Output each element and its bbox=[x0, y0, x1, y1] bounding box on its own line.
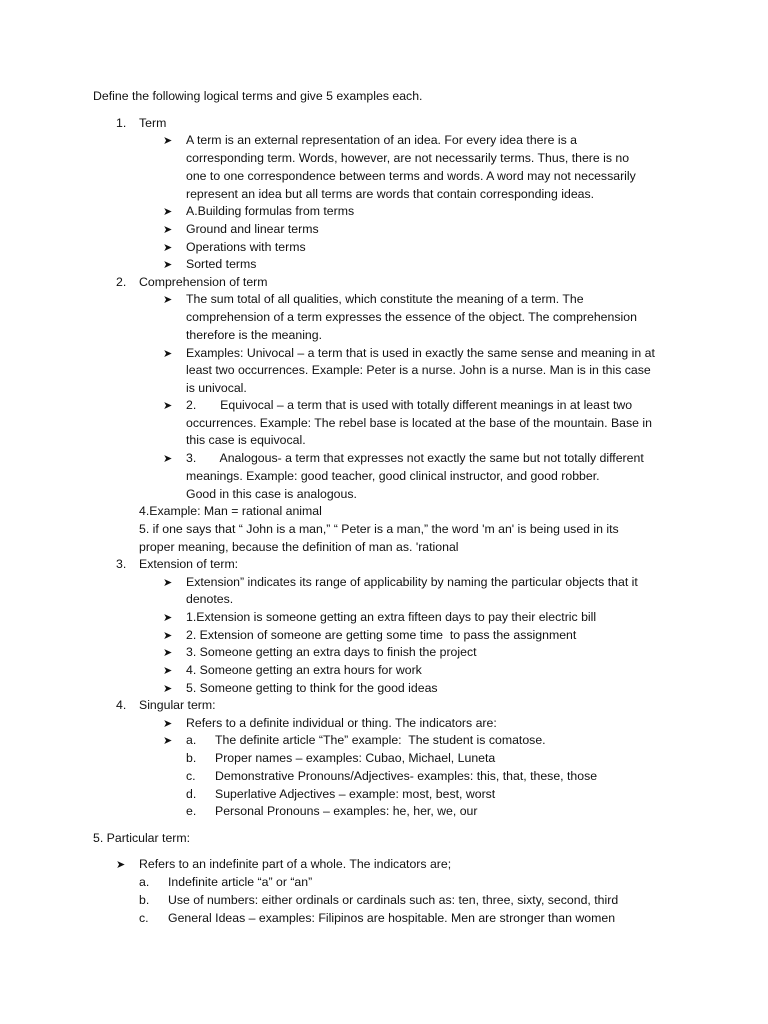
indicator-letter: d. bbox=[186, 787, 197, 801]
comprehension-definition-line: therefore is the meaning. bbox=[186, 328, 323, 342]
comprehension-definition-line: The sum total of all qualities, which constitute the meaning of a term. The bbox=[186, 292, 584, 306]
arrow-bullet-icon: ➤ bbox=[163, 205, 173, 218]
example-5-line: proper meaning, because the definition of man as. 'rational bbox=[139, 540, 459, 554]
term-definition-line: represent an idea but all terms are words that contain corresponding ideas. bbox=[186, 187, 595, 201]
univocal-line: least two occurrences. Example: Peter is a nurse. John is a nurse. Man is in this case bbox=[186, 363, 651, 377]
equivocal-line: this case is equivocal. bbox=[186, 433, 306, 447]
arrow-bullet-icon: ➤ bbox=[163, 347, 173, 360]
section-4-number: 4. bbox=[116, 698, 127, 712]
section-4-title: Singular term: bbox=[139, 698, 216, 712]
section-3-number: 3. bbox=[116, 557, 127, 571]
arrow-bullet-icon: ➤ bbox=[163, 646, 173, 659]
equivocal-line: 2. Equivocal – a term that is used with totally different meanings in at least two bbox=[186, 398, 633, 412]
arrow-bullet-icon: ➤ bbox=[163, 134, 173, 147]
extension-example: 4. Someone getting an extra hours for work bbox=[186, 663, 422, 677]
extension-definition-line: Extension” indicates its range of applicability by naming the particular objects that it bbox=[186, 575, 638, 589]
page-heading: Define the following logical terms and give 5 examples each. bbox=[93, 89, 423, 103]
particular-definition: Refers to an indefinite part of a whole. The indicators are; bbox=[139, 857, 452, 871]
arrow-bullet-icon: ➤ bbox=[116, 858, 126, 871]
indicator-text: Proper names – examples: Cubao, Michael, Luneta bbox=[215, 751, 496, 765]
singular-definition: Refers to a definite individual or thing. The indicators are: bbox=[186, 716, 497, 730]
term-definition-line: corresponding term. Words, however, are not necessarily terms. Thus, there is no bbox=[186, 151, 630, 165]
arrow-bullet-icon: ➤ bbox=[163, 611, 173, 624]
indicator-text: The definite article “The” example: The student is comatose. bbox=[215, 733, 546, 747]
term-definition-line: one to one correspondence between terms and words. A word may not necessarily bbox=[186, 169, 636, 183]
term-definition-line: A term is an external representation of an idea. For every idea there is a bbox=[186, 133, 577, 147]
term-example: A.Building formulas from terms bbox=[186, 204, 355, 218]
indicator-letter: a. bbox=[186, 733, 197, 747]
arrow-bullet-icon: ➤ bbox=[163, 717, 173, 730]
indicator-text: Use of numbers: either ordinals or cardinals such as: ten, three, sixty, second, third bbox=[168, 893, 619, 907]
arrow-bullet-icon: ➤ bbox=[163, 258, 173, 271]
term-example: Operations with terms bbox=[186, 240, 306, 254]
extension-example: 5. Someone getting to think for the good ideas bbox=[186, 681, 438, 695]
indicator-letter: e. bbox=[186, 804, 197, 818]
equivocal-line: occurrences. Example: The rebel base is located at the base of the mountain. Base in bbox=[186, 416, 652, 430]
term-example: Sorted terms bbox=[186, 257, 257, 271]
section-2-number: 2. bbox=[116, 275, 127, 289]
section-5-title: 5. Particular term: bbox=[93, 831, 191, 845]
extension-example: 1.Extension is someone getting an extra fifteen days to pay their electric bill bbox=[186, 610, 597, 624]
univocal-line: is univocal. bbox=[186, 381, 247, 395]
arrow-bullet-icon: ➤ bbox=[163, 223, 173, 236]
arrow-bullet-icon: ➤ bbox=[163, 452, 173, 465]
arrow-bullet-icon: ➤ bbox=[163, 293, 173, 306]
extension-example: 2. Extension of someone are getting some time to pass the assignment bbox=[186, 628, 577, 642]
indicator-text: Demonstrative Pronouns/Adjectives- examples: this, that, these, those bbox=[215, 769, 598, 783]
example-4: 4.Example: Man = rational animal bbox=[139, 504, 322, 518]
indicator-text: Indefinite article “a” or “an” bbox=[168, 875, 313, 889]
indicator-text: General Ideas – examples: Filipinos are hospitable. Men are stronger than women bbox=[168, 911, 616, 925]
indicator-text: Personal Pronouns – examples: he, her, we, our bbox=[215, 804, 478, 818]
arrow-bullet-icon: ➤ bbox=[163, 576, 173, 589]
section-1-number: 1. bbox=[116, 116, 127, 130]
section-1-title: Term bbox=[139, 116, 167, 130]
arrow-bullet-icon: ➤ bbox=[163, 241, 173, 254]
arrow-bullet-icon: ➤ bbox=[163, 629, 173, 642]
arrow-bullet-icon: ➤ bbox=[163, 682, 173, 695]
arrow-bullet-icon: ➤ bbox=[163, 664, 173, 677]
analogous-line: Good in this case is analogous. bbox=[186, 487, 357, 501]
analogous-line: meanings. Example: good teacher, good clinical instructor, and good robber. bbox=[186, 469, 600, 483]
indicator-text: Superlative Adjectives – example: most, best, worst bbox=[215, 787, 496, 801]
analogous-line: 3. Analogous- a term that expresses not exactly the same but not totally different bbox=[186, 451, 644, 465]
section-3-title: Extension of term: bbox=[139, 557, 239, 571]
section-2-title: Comprehension of term bbox=[139, 275, 268, 289]
example-5-line: 5. if one says that “ John is a man,” “ Peter is a man,” the word 'm an' is being used in its bbox=[139, 522, 619, 536]
comprehension-definition-line: comprehension of a term expresses the essence of the object. The comprehension bbox=[186, 310, 637, 324]
arrow-bullet-icon: ➤ bbox=[163, 734, 173, 747]
extension-example: 3. Someone getting an extra days to finish the project bbox=[186, 645, 477, 659]
arrow-bullet-icon: ➤ bbox=[163, 399, 173, 412]
univocal-line: Examples: Univocal – a term that is used in exactly the same sense and meaning in at bbox=[186, 346, 655, 360]
indicator-letter: c. bbox=[139, 911, 149, 925]
extension-definition-line: denotes. bbox=[186, 592, 234, 606]
indicator-letter: c. bbox=[186, 769, 196, 783]
indicator-letter: a. bbox=[139, 875, 150, 889]
term-example: Ground and linear terms bbox=[186, 222, 319, 236]
indicator-letter: b. bbox=[186, 751, 197, 765]
indicator-letter: b. bbox=[139, 893, 150, 907]
